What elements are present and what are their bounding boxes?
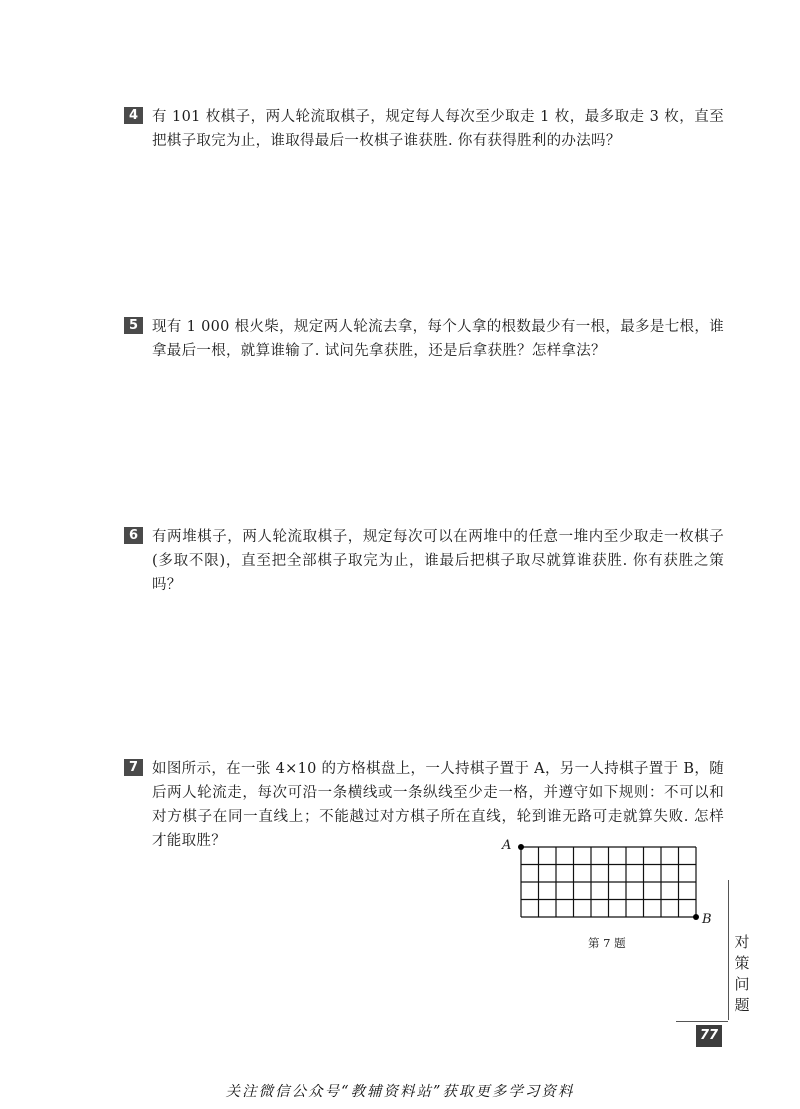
point-b-label: B: [702, 912, 712, 927]
side-char: 策: [734, 954, 750, 972]
piece-b: [693, 914, 699, 920]
page-number: 77: [696, 1025, 722, 1047]
problem-text: 有 101 枚棋子，两人轮流取棋子，规定每人每次至少取走 1 枚，最多取走 3 枚，直至把棋子取完为止，谁取得最后一枚棋子谁获胜. 你有获得胜利的办法吗？: [152, 109, 724, 149]
problem-text: 有两堆棋子，两人轮流取棋子，规定每次可以在两堆中的任意一堆内至少取走一枚棋子(多取不限)，直至把全部棋子取完为止，谁最后把棋子取尽就算谁获胜. 你有获胜之策吗？: [152, 529, 724, 593]
problem-6: [124, 525, 724, 597]
problem-text: 如图所示，在一张 4×10 的方格棋盘上，一人持棋子置于 A，另一人持棋子置于 B，随后两人轮流走，每次可沿一条横线或一条纵线至少走一格，并遵守如下规则：不可以和对方棋子在同一直线上；不能越过对方棋子所在直线，轮到谁无路可走就算失败. 怎样才能取胜？: [152, 761, 724, 849]
problem-number-badge: 4: [124, 107, 143, 124]
side-char: 问: [734, 975, 750, 993]
point-a-label: A: [502, 838, 512, 853]
side-char: 对: [734, 933, 750, 951]
chapter-side-label: [732, 932, 752, 1016]
problem-number-badge: 6: [124, 527, 143, 544]
problem-number-badge: 7: [124, 759, 143, 776]
page-number-rule: [676, 1021, 728, 1022]
side-divider: [728, 880, 729, 1020]
board-figure: [500, 838, 720, 958]
grid-board: [500, 838, 720, 934]
side-char: 题: [734, 996, 750, 1014]
problem-4: [124, 105, 724, 153]
problem-number-badge: 5: [124, 317, 143, 334]
footer-watermark: 关注微信公众号“教辅资料站”获取更多学习资料: [225, 1084, 575, 1100]
problem-5: [124, 315, 724, 363]
problem-text: 现有 1 000 根火柴，规定两人轮流去拿，每个人拿的根数最少有一根，最多是七根，谁拿最后一根，就算谁输了. 试问先拿获胜，还是后拿获胜？怎样拿法？: [152, 319, 724, 359]
piece-a: [518, 844, 524, 850]
figure-caption: 第 7 题: [588, 936, 626, 950]
